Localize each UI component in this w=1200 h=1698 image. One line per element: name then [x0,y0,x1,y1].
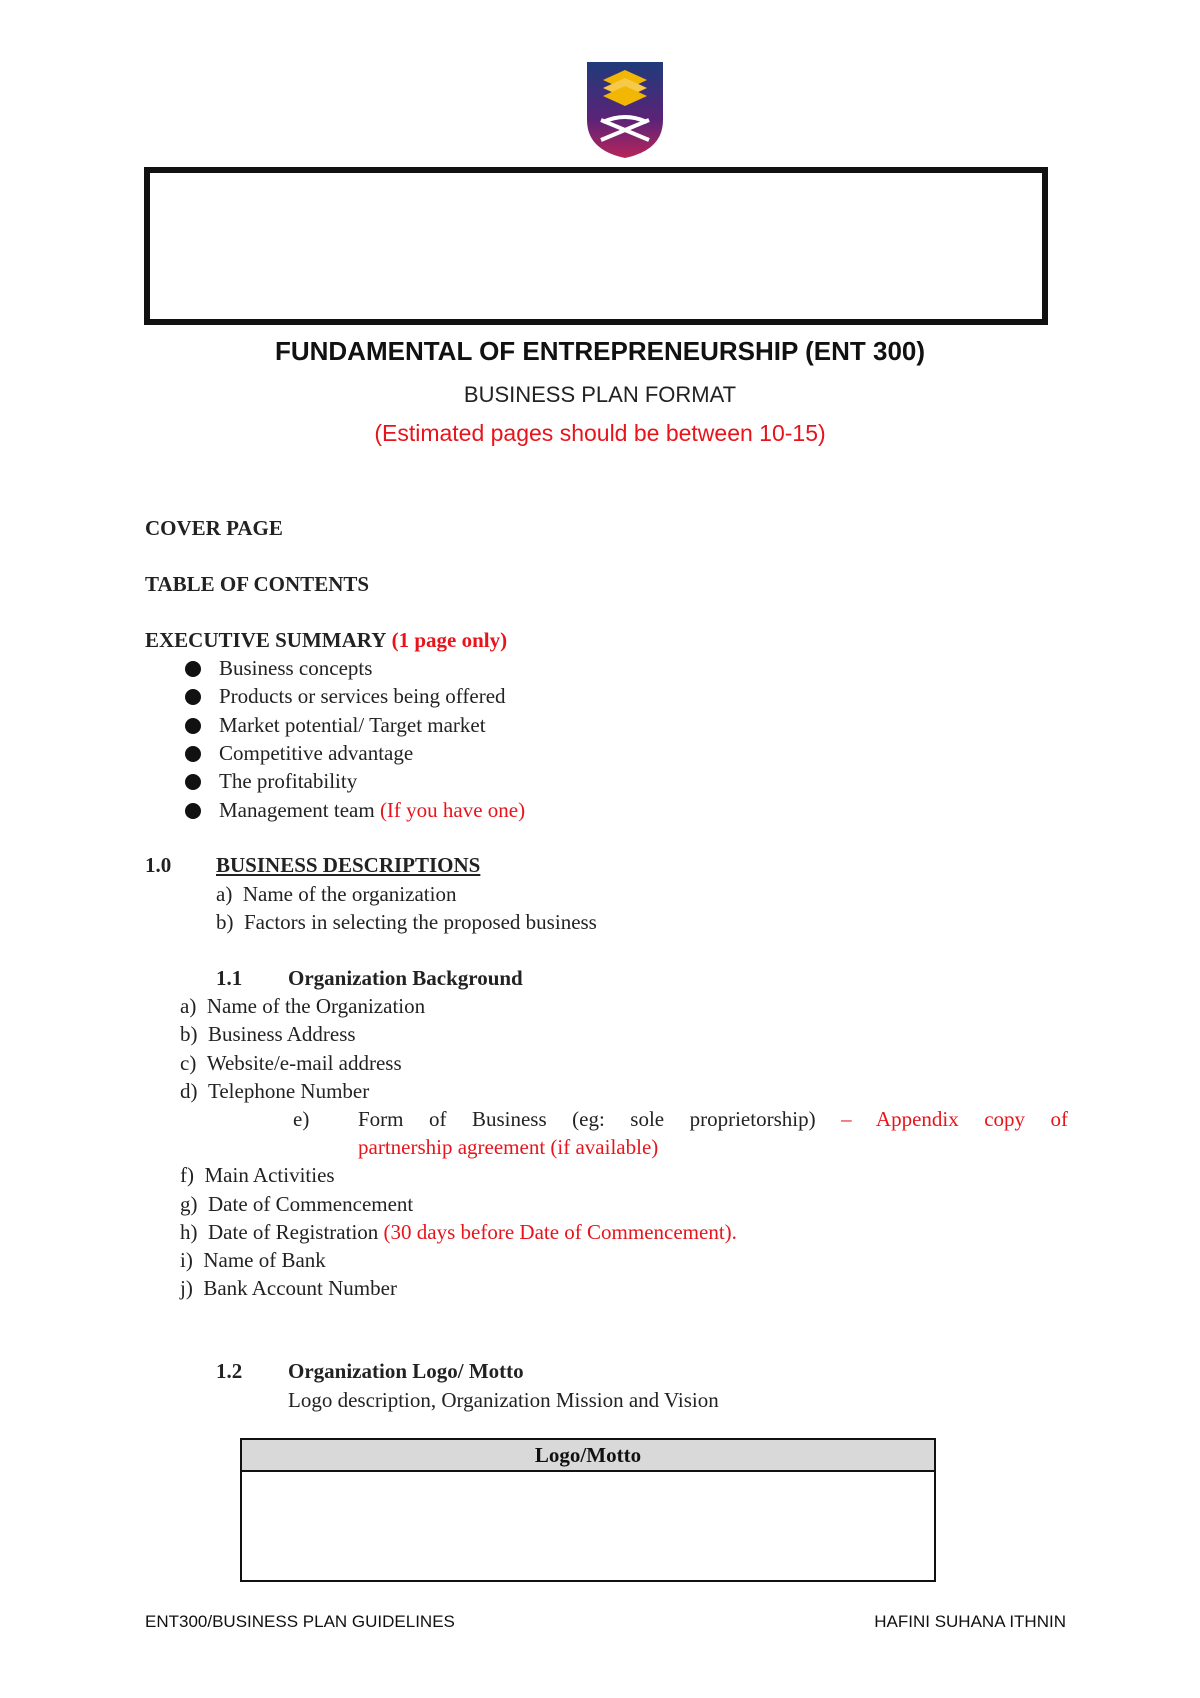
exec-summary-heading [145,626,507,654]
list-item: i) Name of Bank [180,1248,326,1272]
exec-summary-label: EXECUTIVE SUMMARY [145,628,387,652]
university-crest-icon [585,60,665,160]
list-item: Competitive advantage [185,739,413,767]
list-item: Business concepts [185,654,372,682]
list-item-e-line2: partnership agreement (if available) [358,1135,659,1159]
list-item-letter: e) [293,1107,310,1131]
subsection-title: Organization Background [288,966,523,990]
subsection-title: Organization Logo/ Motto [288,1359,524,1383]
bullet-dot-icon [185,689,201,705]
list-item: Market potential/ Target market [185,711,486,739]
list-item: Products or services being offered [185,682,506,710]
logo-motto-header: Logo/Motto [242,1440,934,1472]
cover-page-heading: COVER PAGE [145,516,283,540]
list-item: f) Main Activities [180,1163,335,1187]
list-item: a) Name of the Organization [180,994,426,1018]
section-title: BUSINESS DESCRIPTIONS [216,853,481,877]
bullet-dot-icon [185,718,201,734]
bullet-dot-icon [185,774,201,790]
list-item: The profitability [185,767,357,795]
bullet-dot-icon [185,746,201,762]
list-item: j) Bank Account Number [180,1276,397,1300]
subsection-number: 1.2 [216,1359,243,1383]
bullet-dot-icon [185,803,201,819]
document-subtitle: BUSINESS PLAN FORMAT [463,382,737,407]
list-item: g) Date of Commencement [180,1192,414,1216]
page-estimate-note: (Estimated pages should be between 10-15) [374,420,826,446]
footer-left: ENT300/BUSINESS PLAN GUIDELINES [145,1612,455,1631]
list-item: c) Website/e-mail address [180,1051,402,1075]
list-item: d) Telephone Number [180,1079,370,1103]
logo-motto-table [240,1438,936,1582]
exec-summary-note: (1 page only) [391,628,508,652]
subsection-description: Logo description, Organization Mission and Vision [288,1388,719,1412]
list-item: b) Factors in selecting the proposed business [216,910,597,934]
footer-right: HAFINI SUHANA ITHNIN [874,1612,1066,1631]
document-title: FUNDAMENTAL OF ENTREPRENEURSHIP (ENT 300) [274,336,926,366]
list-item: b) Business Address [180,1022,356,1046]
list-item: Management team (If you have one) [185,796,525,824]
section-number: 1.0 [145,853,172,877]
bullet-dot-icon [185,661,201,677]
toc-heading: TABLE OF CONTENTS [145,572,370,596]
title-box [144,167,1048,325]
list-item: h) Date of Registration (30 days before Date of Commencement). [180,1220,737,1244]
subsection-number: 1.1 [216,966,243,990]
list-item-e-line1: Form of Business (eg: sole proprietorship) – Appendix copy of [358,1107,1069,1131]
list-item: a) Name of the organization [216,882,457,906]
